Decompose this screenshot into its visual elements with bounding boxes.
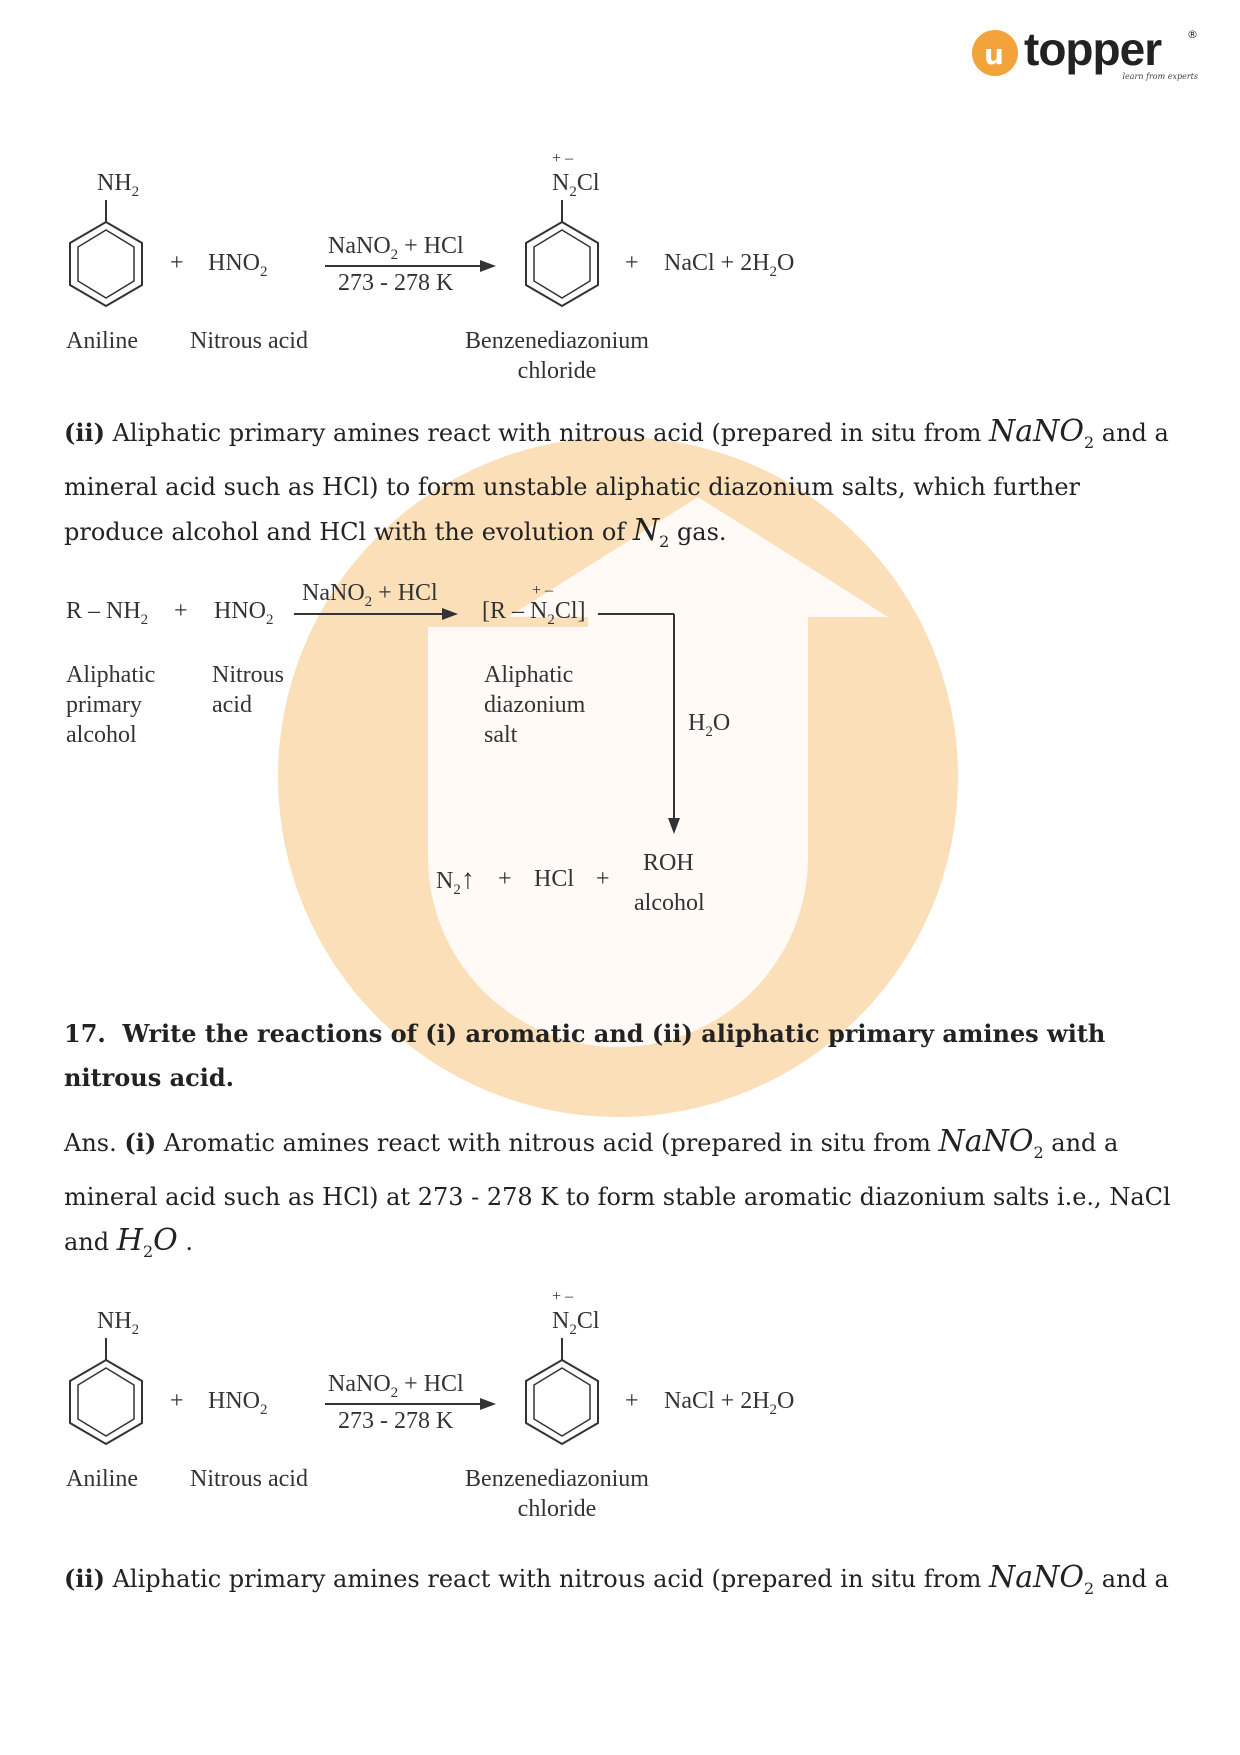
plus-sign: + [596, 866, 610, 892]
plus-sign: + [174, 598, 188, 624]
hno2-reactant: $HNO_2$ [208, 250, 268, 280]
logo-text: topper [1024, 23, 1162, 75]
label-nitrous-acid: Nitrous acid [190, 328, 308, 354]
plus-sign: + [625, 1388, 639, 1414]
label-diazonium-salt: Aliphatic diazonium salt [484, 662, 586, 748]
label-product: Benzenediazonium chloride [465, 328, 649, 384]
hcl-product: HCl [534, 866, 575, 892]
logo-tagline: learn from experts [1122, 72, 1198, 81]
hno2-reactant: $HNO_2$ [214, 598, 274, 628]
diazonium-group: $N_2Cl$ [552, 170, 600, 200]
benzene-ring-icon [520, 1338, 610, 1448]
charge-signs: + – [532, 582, 554, 599]
plus-sign: + [170, 250, 184, 276]
charge-signs: + – [552, 1288, 574, 1305]
paragraph-aliphatic-1: (ii) Aliphatic primary amines react with nitrous acid (prepared in situ from NaNO$_2$ and a mineral acid such as HCl) to form unstable aliphatic diazonium salts, which further produce alcohol and HCl with the evolution of $N_2$ gas. [64, 414, 1169, 551]
answer-paragraph: Ans. (i) Aromatic amines react with nitrous acid (prepared in situ from NaNO$_2$ and a mineral acid such as HCl) at 273 - 278 K to form stable aromatic diazonium salts i.e., NaCl and $H_2O$ . [64, 1124, 1171, 1261]
byproducts: NaCl + $2H_2O$ [664, 1388, 795, 1418]
label-nitrous-acid: Nitrous acid [212, 662, 284, 718]
benzene-ring-icon [64, 200, 154, 310]
reaction-arrow-icon [292, 604, 472, 624]
condition-reagents: NaNO$_2$ + HCl [302, 580, 438, 610]
logo-badge-icon: u [972, 30, 1018, 76]
question-17: 17. Write the reactions of (i) aromatic and (ii) aliphatic primary amines with nitrous acid. [64, 1019, 1106, 1092]
condition-reagents: NaNO$_2$ + HCl [328, 233, 464, 263]
label-aniline: Aniline [66, 1466, 138, 1492]
plus-sign: + [170, 1388, 184, 1414]
water-reagent: $H_2O$ [688, 710, 731, 740]
diazonium-intermediate: $[R - N_2Cl]$ [482, 598, 586, 628]
condition-temperature: 273 - 278 K [338, 1408, 454, 1434]
brand-logo [972, 23, 1202, 92]
plus-sign: + [625, 250, 639, 276]
paragraph-aliphatic-2: (ii) Aliphatic primary amines react with nitrous acid (prepared in situ from NaNO$_2$ and a [64, 1560, 1169, 1598]
amine-reactant: R – $NH_2$ [66, 598, 149, 628]
condition-temperature: 273 - 278 K [338, 270, 454, 296]
label-aniline: Aniline [66, 328, 138, 354]
label-product: Benzenediazonium chloride [465, 1466, 649, 1522]
nh2-group: $NH_2$ [97, 170, 140, 200]
byproducts: NaCl + $2H_2O$ [664, 250, 795, 280]
nh2-group: $NH_2$ [97, 1308, 140, 1338]
label-alcohol: alcohol [634, 890, 705, 916]
benzene-ring-icon [520, 200, 610, 310]
plus-sign: + [498, 866, 512, 892]
registered-mark: ® [1187, 28, 1198, 41]
nitrogen-gas: $N_2↑$ [436, 864, 475, 898]
condition-reagents: NaNO$_2$ + HCl [328, 1371, 464, 1401]
benzene-ring-icon [64, 1338, 154, 1448]
label-nitrous-acid: Nitrous acid [190, 1466, 308, 1492]
diazonium-group: $N_2Cl$ [552, 1308, 600, 1338]
charge-signs: + – [552, 150, 574, 167]
roh-product: ROH [643, 850, 694, 876]
hno2-reactant: $HNO_2$ [208, 1388, 268, 1418]
label-aliphatic-primary-alcohol: Aliphatic primary alcohol [66, 662, 156, 748]
down-arrow-icon [590, 600, 690, 840]
